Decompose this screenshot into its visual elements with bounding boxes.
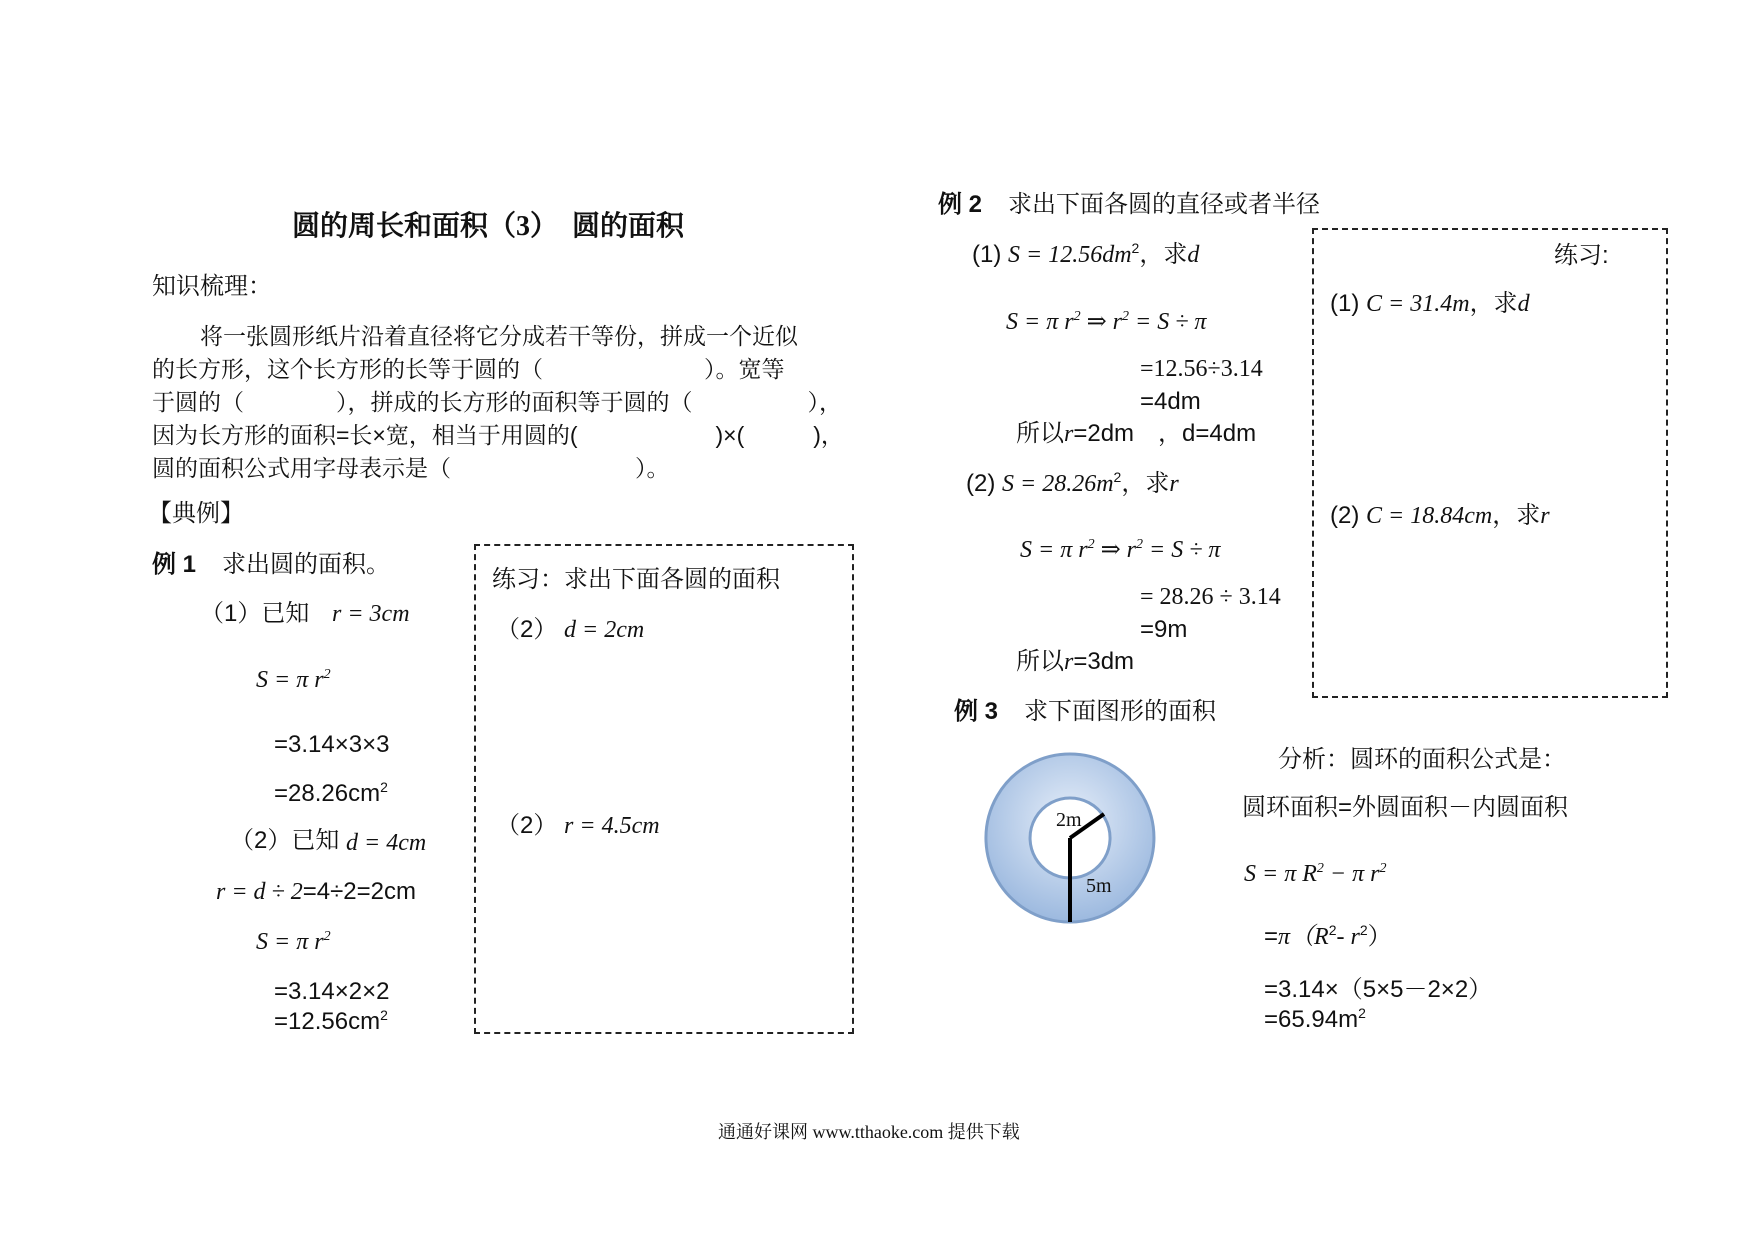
- ex2-q1: (1) $S = 12.56dm^2$，求d: [972, 240, 1200, 268]
- ex2-q2-formula: S = π $r^2$ ⇒ $r^2 = S \div \pi$: [1020, 537, 1221, 563]
- ex2-q1-result: 所以r=2dm ，d=4dm: [1016, 420, 1257, 447]
- ex1-label: 例 1: [152, 551, 197, 578]
- ex3-prompt: 求下面图形的面积: [1024, 698, 1216, 725]
- ex1-p2-step1: =3.14×2×2: [274, 978, 390, 1005]
- practice2-q2: (2) C = 18.84cm，求r: [1330, 502, 1550, 529]
- ex1-p2-formula: S = π $r^2$: [256, 929, 331, 955]
- practice1-q2: （2） r = 4.5cm: [496, 812, 660, 839]
- ring-diagram: [980, 748, 1160, 928]
- ex3-step2: =3.14×（5×5－2×2）: [1264, 976, 1493, 1003]
- ex1-prompt: 求出圆的面积。: [222, 551, 390, 578]
- knowledge-heading: 知识梳理：: [152, 273, 272, 300]
- ex3-formula-words: 圆环面积=外圆面积－内圆面积: [1242, 794, 1569, 821]
- ex2-q2: (2) $S = 28.26m^2$，求r: [966, 469, 1179, 497]
- knowledge-line: 圆的面积公式用字母表示是（ ）。: [152, 455, 670, 481]
- ex3-analysis: 分析：圆环的面积公式是：: [1278, 746, 1566, 773]
- knowledge-line: 的长方形，这个长方形的长等于圆的（ ）。宽等: [152, 356, 785, 382]
- knowledge-paragraph: [152, 320, 864, 485]
- ex2-q1-step1: =12.56÷3.14: [1140, 356, 1263, 382]
- inner-radius-label: 2m: [1056, 809, 1082, 831]
- practice-box-1: [474, 544, 854, 1034]
- ex1-p2-label: （2）已知: [230, 827, 340, 854]
- knowledge-line: 将一张圆形纸片沿着直径将它分成若干等份，拼成一个近似: [200, 323, 798, 349]
- ex1-p1-label: （1）已知: [200, 600, 310, 627]
- ex1-p1-step1: =3.14×3×3: [274, 731, 390, 758]
- ex1-p1-formula: S = π $r^2$: [256, 667, 331, 693]
- ex2-label: 例 2: [938, 191, 983, 218]
- ex3-step1: $=\pi(R^2-$ $r^2$）: [1264, 922, 1392, 950]
- practice1-heading: 练习：求出下面各圆的面积: [492, 566, 780, 593]
- ex2-q1-formula: S = π $r^2$ ⇒ $r^2 = S \div \pi$: [1006, 309, 1207, 335]
- practice2-q1: (1) C = 31.4m，求d: [1330, 290, 1530, 317]
- ex3-formula: S = π $R^2 - \pi$ $r^2$: [1244, 861, 1387, 887]
- ex3-label: 例 3: [954, 698, 999, 725]
- ex1-p1-given: r = 3cm: [332, 601, 410, 627]
- ex2-q1-step2: =4dm: [1140, 388, 1201, 415]
- practice-box-2: [1312, 228, 1668, 698]
- ex1-p2-step2: $=12.56cm^2$: [274, 1007, 388, 1035]
- practice2-heading: 练习:: [1554, 242, 1609, 269]
- ex2-q2-result: 所以r=3dm: [1016, 648, 1135, 675]
- ex2-q2-step1: = 28.26 ÷ 3.14: [1140, 584, 1281, 610]
- outer-radius-label: 5m: [1086, 875, 1112, 897]
- ex2-q2-step2: =9m: [1140, 616, 1188, 643]
- footer-credit: 通通好课网 www.tthaoke.com 提供下载: [718, 1122, 1020, 1142]
- ex2-prompt: 求出下面各圆的直径或者半径: [1008, 191, 1320, 218]
- ex3-step3: $=65.94m^2$: [1264, 1005, 1366, 1033]
- knowledge-line: 于圆的（ ），拼成的长方形的面积等于圆的（ ），: [152, 389, 842, 415]
- page-title: 圆的周长和面积（3） 圆的面积: [292, 211, 685, 242]
- ex1-p1-step2: $=28.26cm^2$: [274, 779, 388, 807]
- ex1-p2-given: d = 4cm: [346, 830, 427, 856]
- knowledge-line: 因为长方形的面积=长×宽，相当于用圆的( )×( )，: [152, 422, 844, 448]
- ex1-p2-radius: r = d ÷ 2=4÷2=2cm: [216, 878, 416, 905]
- typical-heading: 【典例】: [148, 500, 244, 527]
- practice1-q1: （2） d = 2cm: [496, 616, 645, 643]
